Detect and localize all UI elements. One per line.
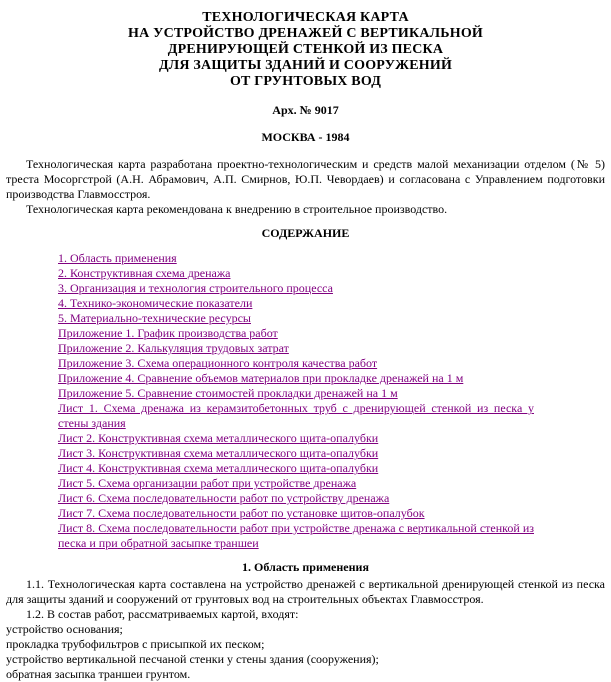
document-title — [6, 10, 605, 90]
toc-link[interactable]: 4. Технико-экономические показатели — [58, 296, 253, 310]
toc-item — [58, 326, 534, 341]
toc-link[interactable]: Лист 4. Конструктивная схема металлического щита-опалубки — [58, 461, 379, 475]
title-line: ДРЕНИРУЮЩЕЙ СТЕНКОЙ ИЗ ПЕСКА — [167, 42, 444, 57]
toc-item — [58, 251, 534, 266]
title-line: ОТ ГРУНТОВЫХ ВОД — [229, 74, 382, 89]
archive-number: Арх. № 9017 — [272, 103, 339, 117]
title-line: ТЕХНОЛОГИЧЕСКАЯ КАРТА — [202, 10, 409, 25]
toc-item — [58, 311, 534, 326]
section-paragraph: 1.2. В состав работ, рассматриваемых картой, входят: — [26, 607, 299, 621]
toc-item — [58, 491, 534, 506]
toc-link[interactable]: Приложение 1. График производства работ — [58, 326, 278, 340]
toc-link[interactable]: 1. Область применения — [58, 251, 177, 265]
toc-link[interactable]: Приложение 5. Сравнение стоимостей прокладки дренажей на 1 м — [58, 386, 398, 400]
toc-link[interactable]: Приложение 4. Сравнение объемов материалов при прокладке дренажей на 1 м — [58, 371, 464, 385]
toc-item — [58, 446, 534, 461]
work-item: устройство вертикальной песчаной стенки у стены здания (сооружения); — [6, 652, 379, 666]
intro-paragraph: Технологическая карта разработана проектно-технологическим и средств малой механизации отделом (№ 5) треста Мосоргстрой (А.Н. Абрамович, А.П. Смирнов, Ю.П. Чевордаев) и согласована с Управлением подготовки производства Главмосстроя. — [6, 157, 605, 201]
toc-link[interactable]: Лист 7. Схема последовательности работ по установке щитов-опалубок — [58, 506, 425, 520]
toc-item — [58, 461, 534, 476]
city-year: МОСКВА - 1984 — [261, 130, 350, 144]
work-item: прокладка трубофильтров с присыпкой их песком; — [6, 637, 265, 651]
toc-item — [58, 506, 534, 521]
toc-item — [58, 281, 534, 296]
toc-item — [58, 431, 534, 446]
toc-link[interactable]: 5. Материально-технические ресурсы — [58, 311, 251, 325]
toc-link[interactable]: Лист 6. Схема последовательности работ по устройству дренажа — [58, 491, 390, 505]
toc-link[interactable]: Лист 3. Конструктивная схема металлического щита-опалубки — [58, 446, 379, 460]
intro-paragraph: Технологическая карта рекомендована к внедрению в строительное производство. — [26, 202, 448, 216]
toc-link[interactable]: 2. Конструктивная схема дренажа — [58, 266, 231, 280]
toc-item — [58, 476, 534, 491]
work-item: обратная засыпка траншеи грунтом. — [6, 667, 191, 681]
toc-item — [58, 266, 534, 281]
toc-item — [58, 356, 534, 371]
section-heading: 1. Область применения — [242, 560, 369, 574]
toc-link[interactable]: Приложение 3. Схема операционного контроля качества работ — [58, 356, 378, 370]
toc-item — [58, 371, 534, 386]
toc-item — [58, 521, 534, 551]
toc-link[interactable]: Приложение 2. Калькуляция трудовых затрат — [58, 341, 289, 355]
toc-item — [58, 341, 534, 356]
toc-link[interactable]: Лист 2. Конструктивная схема металлического щита-опалубки — [58, 431, 379, 445]
toc-item — [58, 386, 534, 401]
table-of-contents — [6, 251, 534, 551]
toc-link[interactable]: Лист 5. Схема организации работ при устройстве дренажа — [58, 476, 357, 490]
toc-heading: СОДЕРЖАНИЕ — [261, 226, 350, 240]
title-line: НА УСТРОЙСТВО ДРЕНАЖЕЙ С ВЕРТИКАЛЬНОЙ — [128, 26, 483, 41]
toc-item — [58, 401, 534, 431]
toc-link[interactable]: Лист 8. Схема последовательности работ при устройстве дренажа с вертикальной стенкой из песка и при обратной засыпке траншеи — [58, 521, 534, 550]
work-item: устройство основания; — [6, 622, 123, 636]
title-line: ДЛЯ ЗАЩИТЫ ЗДАНИЙ И СООРУЖЕНИЙ — [158, 58, 453, 73]
toc-link[interactable]: 3. Организация и технология строительного процесса — [58, 281, 333, 295]
toc-item — [58, 296, 534, 311]
section-paragraph: 1.1. Технологическая карта составлена на устройство дренажей с вертикальной дренирующей стенкой из песка для защиты зданий и сооружений от грунтовых вод на строительных объектах Главмосстроя. — [6, 577, 605, 606]
toc-link[interactable]: Лист 1. Схема дренажа из керамзитобетонных труб с дренирующей стенкой из песка у стены здания — [58, 401, 534, 430]
